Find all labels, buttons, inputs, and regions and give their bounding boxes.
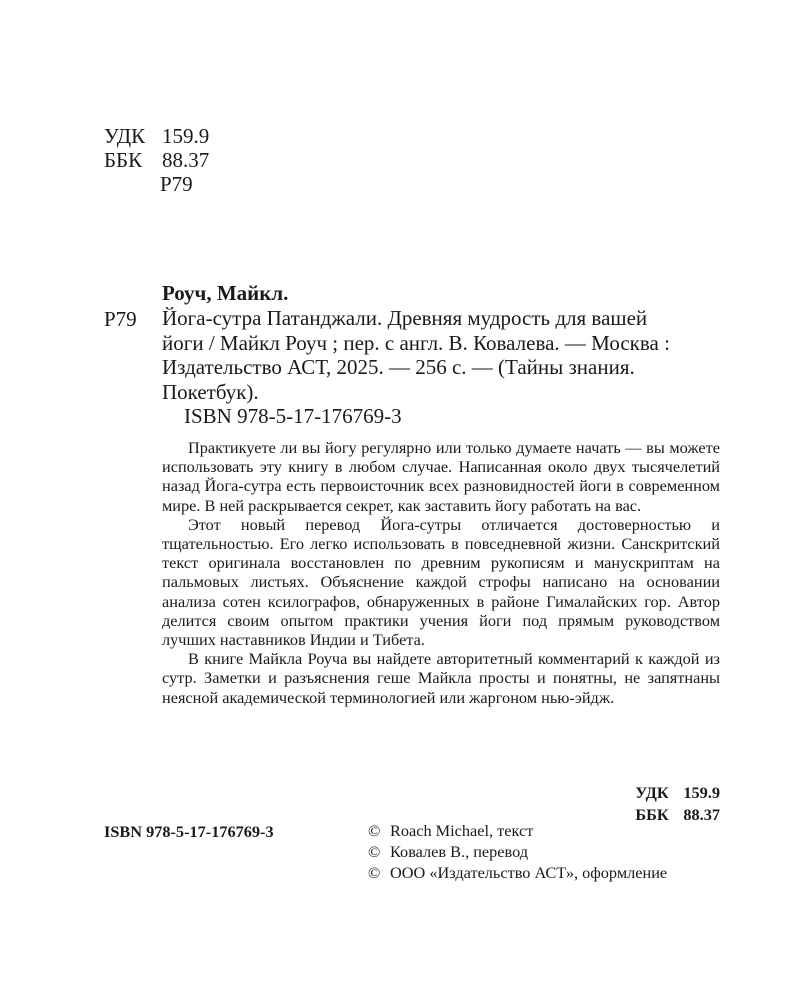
bottom-bbk-value: 88.37 bbox=[683, 805, 720, 824]
biblio-line: йоги / Майкл Роуч ; пер. с англ. В. Ковалева. — Москва : bbox=[162, 330, 670, 355]
copyright-text: Ковалев В., перевод bbox=[390, 842, 529, 861]
bottom-bbk-label: ББК bbox=[635, 805, 669, 824]
biblio-line: Йога-сутра Патанджали. Древняя мудрость для вашей bbox=[162, 306, 648, 330]
top-bbk-label: ББК bbox=[104, 148, 143, 172]
copyright-icon: © bbox=[368, 821, 381, 840]
copyright-text: Roach Michael, текст bbox=[390, 821, 534, 840]
copyright-icon: © bbox=[368, 863, 381, 882]
copyright-line bbox=[368, 841, 667, 862]
top-bbk bbox=[104, 148, 209, 172]
top-udk-label: УДК bbox=[104, 124, 146, 148]
imprint-isbn: ISBN 978-5-17-176769-3 bbox=[104, 822, 274, 841]
top-author-code: Р79 bbox=[160, 172, 193, 196]
copyright-text: ООО «Издательство АСТ», оформление bbox=[390, 863, 668, 882]
annotation bbox=[162, 438, 720, 707]
copyright-line bbox=[368, 862, 667, 883]
copyright-block bbox=[368, 820, 667, 883]
top-bbk-value: 88.37 bbox=[162, 148, 210, 172]
bottom-udk-label: УДК bbox=[635, 783, 669, 802]
top-udk-value: 159.9 bbox=[162, 124, 210, 148]
copyright-icon: © bbox=[368, 842, 381, 861]
bottom-udk-value: 159.9 bbox=[683, 783, 720, 802]
catalog-isbn: ISBN 978-5-17-176769-3 bbox=[184, 404, 402, 428]
top-udk bbox=[104, 124, 209, 148]
annotation-paragraph: Практикуете ли вы йогу регулярно или только думаете начать — вы можете использовать эту книгу в любом случае. Написанная около двух тысячелетий назад Йога-сутра есть первоисточник всех разновидностей йоги в современном мире. В ней раскрывается секрет, как заставить йогу работать на вас. bbox=[162, 438, 720, 515]
bottom-udk bbox=[635, 782, 720, 804]
biblio-line: Издательство АСТ, 2025. — 256 с. — (Тайны знания. bbox=[162, 355, 635, 379]
biblio-line: Покетбук). bbox=[162, 379, 259, 404]
annotation-paragraph: В книге Майкла Роуча вы найдете авторитетный комментарий к каждой из сутр. Заметки и разъяснения геше Майкла просты и понятны, не запятнаны неясной академической терминологией или жаргоном нью-эйдж. bbox=[162, 649, 720, 707]
catalog-side-code: Р79 bbox=[104, 307, 137, 331]
annotation-paragraph: Этот новый перевод Йога-сутры отличается достоверностью и тщательностью. Его легко использовать в повседневной жизни. Санскритский текст оригинала восстановлен по древним рукописям и манускриптам на пальмовых листьях. Объяснение каждой строфы написано на основании анализа сотен ксилографов, обнаруженных в районе Гималайских гор. Автор делится своим опытом практики учения йоги под прямым руководством лучших наставников Индии и Тибета. bbox=[162, 514, 720, 650]
catalog-author: Роуч, Майкл. bbox=[162, 281, 289, 305]
catalog-bibliographic-description bbox=[162, 306, 720, 404]
copyright-line bbox=[368, 820, 667, 841]
